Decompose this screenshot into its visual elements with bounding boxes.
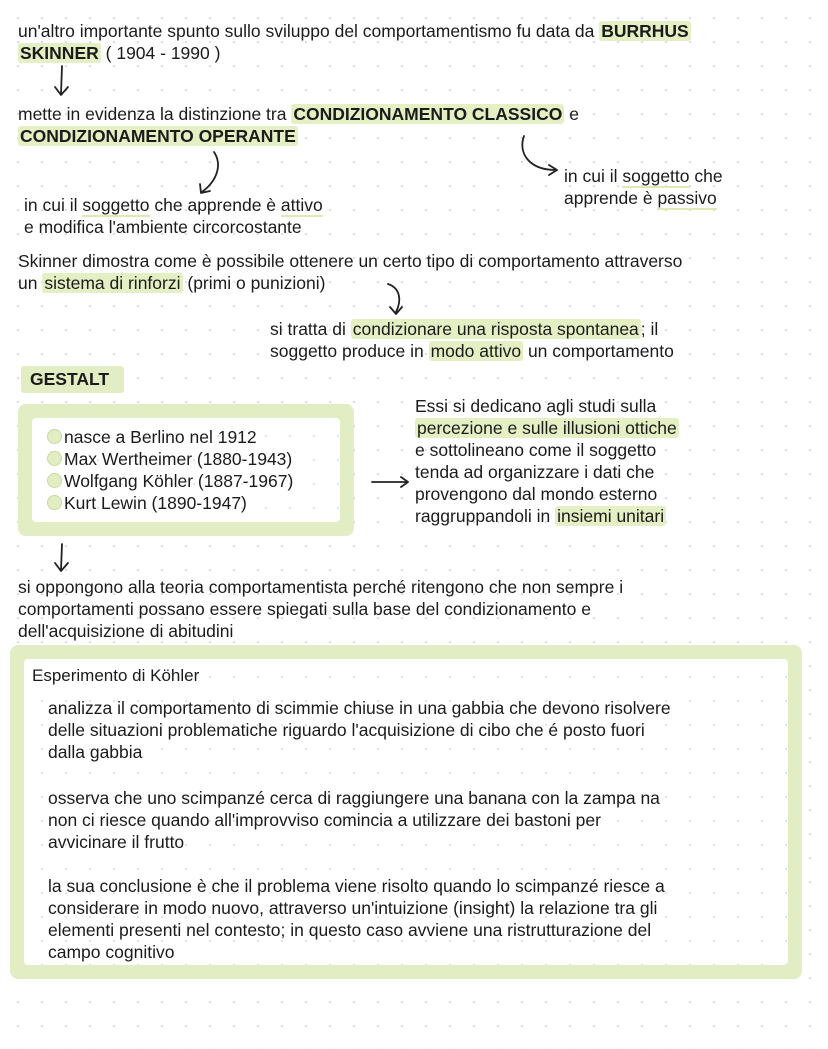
classico-term: CONDIZIONAMENTO CLASSICO	[293, 104, 563, 124]
insiemi-unitari-term: insiemi unitari	[557, 506, 665, 526]
oppose-line-2: comportamenti possano essere spiegati sulla base del condizionamento e	[18, 599, 591, 619]
classico-note-text-c: che	[694, 166, 723, 186]
down-arrow-icon	[50, 542, 74, 576]
classico-note-text-d: apprende è	[564, 188, 653, 208]
kohler-p1-line: dalla gabbia	[48, 742, 143, 762]
intro-text: un'altro importante spunto sullo sviluppo del comportamentismo fu data da	[18, 21, 595, 41]
operante-note-soggetto: soggetto	[82, 195, 150, 215]
rinforzi-line-2	[18, 272, 325, 294]
rinforzi-text-a: un	[18, 273, 38, 293]
kohler-p2-line: non ci riesce quando all'improvviso comincia a utilizzare dei bastoni per	[48, 810, 601, 830]
risposta-text-f: un comportamento	[527, 341, 674, 361]
gestalt-desc-3: e sottolineano come il soggetto	[415, 440, 657, 460]
gestalt-desc-1: Essi si dedicano agli studi sulla	[415, 396, 657, 416]
operante-note-text-c: che apprende è	[154, 195, 277, 215]
kohler-p3-line: elementi presenti nel contesto; in questo caso avviene una ristrutturazione del	[48, 920, 652, 940]
gestalt-desc-4: tenda ad organizzare i dati che	[415, 462, 655, 482]
operante-term: CONDIZIONAMENTO OPERANTE	[20, 126, 296, 146]
risposta-text-d: soggetto produce in	[270, 341, 424, 361]
rinforzi-line-1: Skinner dimostra come è possibile ottenere un certo tipo di comportamento attraverso	[18, 251, 683, 271]
distinction-end: e	[569, 104, 579, 124]
down-arrow-icon	[50, 64, 74, 100]
intro-line-2	[18, 42, 220, 64]
operante-note-attivo: attivo	[280, 195, 323, 215]
bullet-icon	[47, 429, 62, 444]
risposta-line-1	[270, 318, 658, 340]
sistema-rinforzi-term: sistema di rinforzi	[44, 273, 181, 293]
classico-note-line-1	[564, 165, 723, 187]
intro-line-1	[18, 20, 691, 42]
risposta-text-c: ; il	[640, 319, 659, 339]
gestalt-title: GESTALT	[21, 366, 124, 393]
kohler-p1-line: delle situazioni problematiche riguardo l'acquisizione di cibo che é posto fuori	[48, 720, 645, 740]
operante-note-line-1	[24, 194, 323, 216]
gestalt-desc-2	[415, 417, 679, 439]
bullet-icon	[47, 473, 62, 488]
operante-note-line-2: e modifica l'ambiente circorcostante	[24, 217, 302, 237]
gestalt-desc-5: provengono dal mondo esterno	[415, 484, 658, 504]
gestalt-item: Max Wertheimer (1880-1943)	[64, 449, 293, 469]
gestalt-desc-6-text: raggruppandoli in	[415, 506, 551, 526]
risposta-text-a: si tratta di	[270, 319, 346, 339]
percezione-term: percezione e sulle illusioni ottiche	[417, 418, 677, 438]
skinner-first-name: BURRHUS	[601, 21, 689, 41]
kohler-p3-line: considerare in modo nuovo, attraverso un'intuizione (insight) la relazione tra gli	[48, 898, 658, 918]
kohler-p1-line: analizza il comportamento di scimmie chiuse in una gabbia che devono risolvere	[48, 698, 671, 718]
gestalt-desc-6	[415, 505, 666, 527]
distinction-line-2	[18, 125, 298, 147]
classico-note-line-2	[564, 187, 717, 209]
classico-note-text-a: in cui il	[564, 166, 618, 186]
gestalt-item: Wolfgang Köhler (1887-1967)	[64, 471, 294, 491]
right-arrow-icon	[370, 474, 412, 490]
oppose-line-3: dell'acquisizione di abitudini	[18, 621, 234, 641]
classico-note-passivo: passivo	[657, 188, 717, 208]
risposta-spontanea-term: condizionare una risposta spontanea	[352, 319, 639, 339]
bullet-icon	[47, 495, 62, 510]
distinction-text: mette in evidenza la distinzione tra	[18, 104, 287, 124]
skinner-dates: ( 1904 - 1990 )	[105, 43, 221, 63]
curved-arrow-operante-icon	[190, 150, 230, 198]
gestalt-item: Kurt Lewin (1890-1947)	[64, 493, 247, 513]
skinner-last-name: SKINNER	[20, 43, 99, 63]
kohler-p3-line: la sua conclusione è che il problema viene risolto quando lo scimpanzé riesce a	[48, 876, 665, 896]
oppose-line-1: si oppongono alla teoria comportamentista perché ritengono che non sempre i	[18, 577, 624, 597]
operante-note-text-a: in cui il	[24, 195, 78, 215]
kohler-p3-line: campo cognitivo	[48, 942, 175, 962]
kohler-p2-line: avvicinare il frutto	[48, 832, 185, 852]
rinforzi-text-c: (primi o punizioni)	[187, 273, 326, 293]
modo-attivo-term: modo attivo	[430, 341, 522, 361]
bullet-icon	[47, 451, 62, 466]
risposta-line-2	[270, 340, 674, 362]
classico-note-soggetto: soggetto	[622, 166, 690, 186]
gestalt-item: nasce a Berlino nel 1912	[64, 427, 257, 447]
curved-arrow-rinforzi-icon	[384, 280, 414, 320]
distinction-line-1	[18, 103, 579, 125]
curved-arrow-classico-icon	[516, 134, 566, 178]
kohler-title: Esperimento di Köhler	[32, 666, 200, 685]
kohler-p2-line: osserva che uno scimpanzé cerca di raggiungere una banana con la zampa na	[48, 788, 660, 808]
